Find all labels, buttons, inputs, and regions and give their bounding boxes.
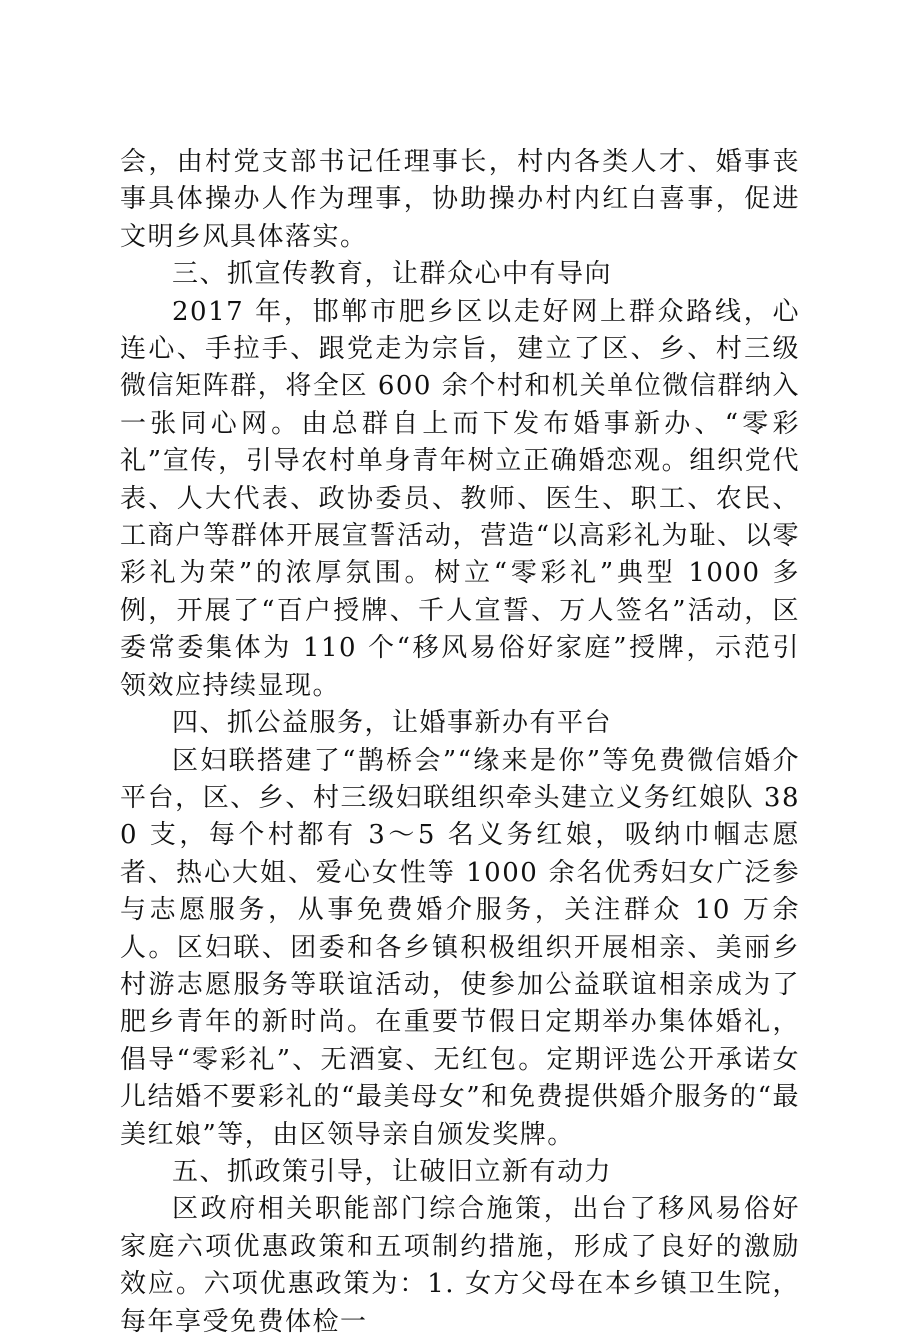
section-heading-4: 四、抓公益服务，让婚事新办有平台 xyxy=(172,708,613,739)
paragraph-section-5: 区政府相关职能部门综合施策，出台了移风易俗好家庭六项优惠政策和五项制约措施，形成了良好的激励效应。六项优惠政策为：1. 女方父母在本乡镇卫生院，每年享受免费体检一 xyxy=(120,1194,800,1337)
section-heading-5: 五、抓政策引导，让破旧立新有动力 xyxy=(172,1156,613,1187)
section-heading-3: 三、抓宣传教育，让群众心中有导向 xyxy=(172,259,613,290)
paragraph-section-4: 区妇联搭建了“鹊桥会”“缘来是你”等免费微信婚介平台，区、乡、村三级妇联组织牵头建立义务红娘队 380 支，每个村都有 3～5 名义务红娘，吸纳巾帼志愿者、热心大姐、爱心女性等 1000 余名优秀妇女广泛参与志愿服务，从事免费婚介服务，关注群众 10 万余人。区妇联、团委和各乡镇积极组织开展相亲、美丽乡村游志愿服务等联谊活动，使参加公益联谊相亲成为了肥乡青年的新时尚。在重要节假日定期举办集体婚礼，倡导“零彩礼”、无酒宴、无红包。定期评选公开承诺女儿结婚不要彩礼的“最美母女”和免费提供婚介服务的“最美红娘”等，由区领导亲自颁发奖牌。 xyxy=(120,745,800,1150)
document-body xyxy=(120,144,800,1341)
paragraph-continuation: 会，由村党支部书记任理事长，村内各类人才、婚事丧事具体操办人作为理事，协助操办村内红白喜事，促进文明乡风具体落实。 xyxy=(120,147,800,252)
paragraph-section-3: 2017 年，邯郸市肥乡区以走好网上群众路线，心连心、手拉手、跟党走为宗旨，建立了区、乡、村三级微信矩阵群，将全区 600 余个村和机关单位微信群纳入一张同心网。由总群自上而下发布婚事新办、“零彩礼”宣传，引导农村单身青年树立正确婚恋观。组织党代表、人大代表、政协委员、教师、医生、职工、农民、工商户等群体开展宣誓活动，营造“以高彩礼为耻、以零彩礼为荣”的浓厚氛围。树立“零彩礼”典型 1000 多例，开展了“百户授牌、千人宣誓、万人签名”活动，区委常委集体为 110 个“移风易俗好家庭”授牌，示范引领效应持续显现。 xyxy=(120,296,800,701)
